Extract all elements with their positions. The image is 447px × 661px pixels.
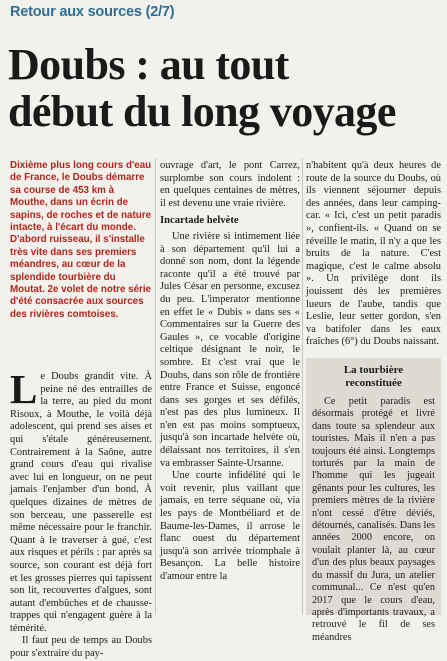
article-lead: [10, 160, 152, 321]
sidebar-box: [306, 358, 441, 643]
box-heading: [306, 358, 441, 390]
subheading-incartade: Incartade helvète: [160, 215, 239, 227]
headline-line-2: début du long voyage: [8, 87, 396, 136]
series-kicker: Retour aux sources (2/7): [10, 4, 175, 20]
body-paragraph-2: Il faut peu de temps au Doubs pour s'extraire du pay-: [10, 635, 152, 660]
headline-line-1: Doubs : au tout: [8, 40, 289, 89]
body-paragraph: Une courte infidélité qui le voit revenir, plus vaillant que jamais, en terre séquane où, via les pays de Montbéliard et de Baume-les-Dames, il arrose le flanc ouest du département jusqu'à son arrivée triomphale à Besançon. La belle histoire d'amour entre la: [160, 470, 300, 582]
body-paragraph: ouvrage d'art, le pont Carrez, surplombe son cours indolent : en quelques centaines de mètres, il est devenu une vraie rivière.: [160, 160, 300, 209]
body-paragraph: [10, 366, 152, 635]
box-text: Ce petit paradis est désormais protégé et livré dans toute sa splendeur aux touristes. Mais il n'en a pas toujours été ainsi. Longtemps torturés par la main de l'homme qui les jugeait gênants pour les cultures, les premiers mètres de la rivière n'ont cessé d'être déviés, détournés, canalisés. Dans les années 2000 encore, on voulait planter là, au cœur d'un des plus beaux paysages du massif du Jura, un atelier communal... Ce n'est qu'en 2017 que le cours d'eau, après d'importants travaux, a retrouvé le fil de ses méandres: [312, 396, 435, 643]
box-heading-line-1: La tourbière: [343, 364, 404, 376]
body-paragraph: n'habitent qu'à deux heures de route de la source du Doubs, où ils viennent séjourner depuis des années, dans leur camping-car. « Ici, c'est un petit paradis », confient-ils. « Quand on se réveille le matin, il n'y a que les bruits de la nature. C'est magique, c'est le calme absolu ». Un privilège dont ils jouissent dès les premières lueurs de l'aube, tandis que Leslie, leur setter gordon, s'en va batifoler dans les eaux fraîches (6°) du Doubs naissant.: [306, 160, 441, 348]
column-divider: [302, 158, 303, 615]
column-divider: [155, 158, 156, 615]
article-column-1: [10, 366, 152, 661]
article-headline: [8, 41, 440, 135]
drop-cap: L: [10, 366, 38, 412]
article-column-2: [160, 160, 300, 584]
body-paragraph: Une rivière si intimement liée à son département qu'il lui a donné son nom, dont la légende raconte qu'il a été trouvé par Jules César en personne, excusez du peu. L'imperator mentionne en effet le « Dubis » dans ses « Commentaires sur la Guerre des Gaules », ce vocable d'origine celtique désignant le noir, le sombre. Et c'est vrai que le Doubs, dans son rôle de frontière entre France et Suisse, engoncé dans ses gorges et ses défilés, n'est pas des plus lumineux. Il n'en est pas moins somptueux, jusqu'à son incartade helvète où, délaissant nos territoires, il s'en va embrasser Sainte-Ursanne.: [160, 230, 300, 469]
body-text: e Doubs grandit vite. À peine né des entrailles de la terre, au pied du mont Risoux, à Mouthe, le voilà déjà adolescent, qui prend ses aises et qui s'étale généreusement. Contrairement à la Saône, autre grand cours d'eau qui rivalise avec lui en longueur, on ne peut jamais l'enjamber d'un bond. À quelques dizaines de mètres de son berceau, une passerelle est même nécessaire pour le franchir. Quant à le traverser à gué, c'est aux risques et périls : par après sa source, son courant est déjà fort et les grosses pierres qui tapissent son lit, recouvertes d'algues, sont autant d'embûches et de chausse-trappes qui n'engagent guère à la témérité.: [10, 371, 152, 634]
box-heading-line-2: reconstituée: [345, 377, 402, 389]
article-column-3: [306, 160, 441, 349]
lead-text: Dixième plus long cours d'eau de France, le Doubs démarre sa course de 453 km à Mouthe, dans un écrin de sapins, de roches et de nature intacte, à l'écart du monde. D'abord ruisseau, il s'installe très vite dans ses premiers méandres, au cœur de la splendide tourbière du Moutat. 2e volet de notre série d'été consacrée aux sources des rivières comtoises.: [10, 160, 152, 320]
